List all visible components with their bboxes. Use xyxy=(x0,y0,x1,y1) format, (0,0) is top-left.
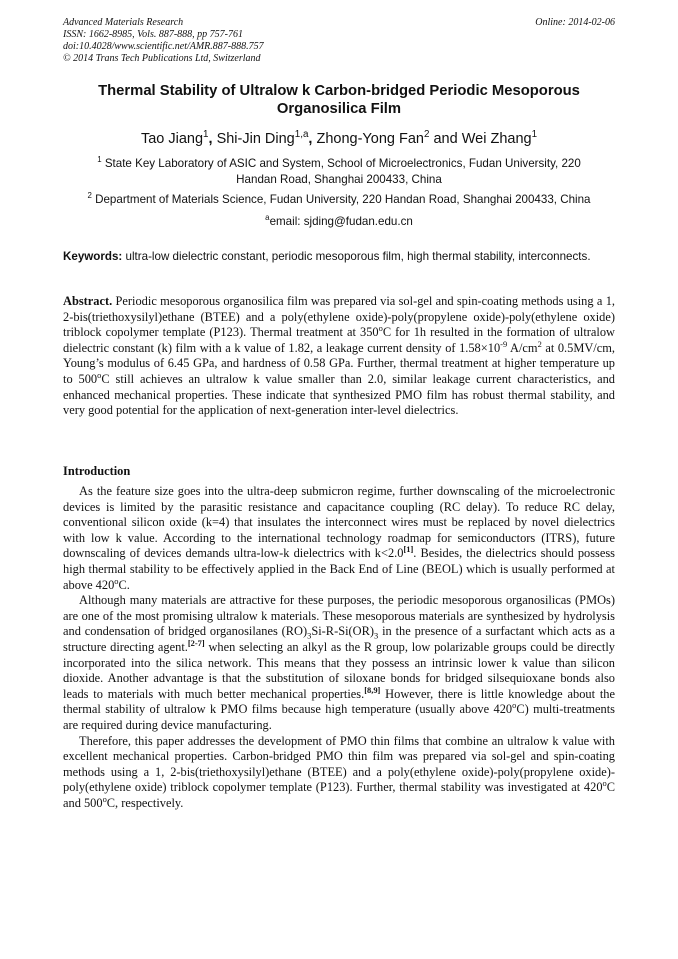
issn-line: ISSN: 1662-8985, Vols. 887-888, pp 757-761 xyxy=(63,29,243,40)
copyright-line: © 2014 Trans Tech Publications Ltd, Switzerland xyxy=(63,53,261,64)
introduction-heading: Introduction xyxy=(63,464,131,478)
citation: [1] xyxy=(403,544,414,555)
abstract-label: Abstract. xyxy=(63,294,113,308)
affiliation-number: 1 xyxy=(97,155,102,165)
introduction-body xyxy=(63,484,615,811)
contact-email xyxy=(63,214,615,230)
paper-title xyxy=(63,82,615,118)
online-date: Online: 2014-02-06 xyxy=(535,17,615,28)
keywords-section xyxy=(63,249,615,265)
citation: [8,9] xyxy=(364,684,381,695)
abstract-text: at 0.5MV/cm, Young’s modulus of 6.45 GPa, and hardness of 0.58 GPa. Further, thermal treatment at higher temperature up to 500 xyxy=(63,340,615,386)
author-separator: and xyxy=(429,131,462,147)
abstract-section xyxy=(63,294,615,419)
keywords-label: Keywords: xyxy=(63,250,123,263)
author-separator: , xyxy=(208,131,217,147)
citation: [2-7] xyxy=(187,637,205,648)
journal-name: Advanced Materials Research xyxy=(63,17,184,28)
author-name: Tao Jiang xyxy=(140,131,204,147)
email-text: email: sjding@fudan.edu.cn xyxy=(269,215,413,228)
paragraph: Although many materials are attractive for these purposes, the periodic mesoporous organosilicas (PMOs) are one of the most promising ultralow k materials. These mesoporous materials are synthesized by hydrolysis and condensation of bridged organosilanes $(RO)_3Si-R-Si(OR)_3$ in the presence of a surfactant which acts as a structure directing agent.[2-7] when selecting an alkyl as the R group, low polarizable groups could be directly incorporated into the silica network. This means that they possess an intrinsic lower k value than silicon dioxide. Another advantage is that the substitution of siloxane bonds for bridged silsequioxane bonds also leads to materials with much better mechanical properties.[8,9] However, there is little knowledge about the thermal stability of ultralow k PMO films because high temperature (usually above 420$^o$C) multi-treatments are required during device manufacturing. xyxy=(63,593,615,732)
title-line-1: Thermal Stability of Ultralow k Carbon-bridged Periodic Mesoporous xyxy=(98,83,580,99)
email-mark: a xyxy=(265,213,270,223)
title-line-2: Organosilica Film xyxy=(276,101,402,117)
author-affil-mark: 1 xyxy=(203,129,209,141)
affiliation-number: 2 xyxy=(87,191,92,201)
paragraph: Therefore, this paper addresses the development of PMO thin films that combine an ultralow k value with excellent mechanical properties. Carbon-bridged PMO thin film was prepared via sol-gel and spin-coating methods using a 1, 2-bis(triethoxysilyl)ethane (BTEE) and a poly(ethylene oxide)-poly(propylene oxide)-poly(ethylene oxide) triblock copolymer template (P123). Further, thermal stability was investigated at 420$^o$C and 500$^o$C, respectively. xyxy=(63,733,615,810)
author-name: Wei Zhang xyxy=(461,131,532,147)
superscript: o xyxy=(378,323,383,334)
author-list xyxy=(63,130,615,148)
superscript: 2 xyxy=(537,338,542,349)
author-affil-mark: 1,a xyxy=(294,129,309,141)
author-affil-mark: 2 xyxy=(423,129,430,141)
journal-header xyxy=(63,17,615,65)
affiliation-text: Handan Road, Shanghai 200433, China xyxy=(236,173,442,186)
author-name: Shi-Jin Ding xyxy=(216,131,295,147)
superscript: -9 xyxy=(500,338,508,349)
affiliation-text: State Key Laboratory of ASIC and System, School of Microelectronics, Fudan University, 220 xyxy=(104,157,581,170)
superscript: o xyxy=(97,369,102,380)
affiliation-2 xyxy=(63,192,615,208)
author-affil-mark: 1 xyxy=(531,129,538,141)
abstract-text: A/cm xyxy=(507,340,538,355)
affiliation-1 xyxy=(63,156,615,188)
abstract-text: Periodic mesoporous organosilica film was prepared via sol-gel and spin-coating methods using a 1, 2-bis(triethoxysilyl)ethane (BTEE) and a poly(ethylene oxide)-poly(propylene oxide)-poly(ethylene oxide) triblock copolymer template (P123). Thermal treatment at 350 xyxy=(63,294,615,340)
author-name: Zhong-Yong Fan xyxy=(316,131,424,147)
affiliation-text: Department of Materials Science, Fudan University, 220 Handan Road, Shanghai 200433, China xyxy=(95,193,591,206)
abstract-text: C for 1h resulted in the formation of ultralow dielectric constant (k) film with a k value of 1.82, a leakage current density of 1.58×10 xyxy=(63,325,616,355)
keywords-text: ultra-low dielectric constant, periodic mesoporous film, high thermal stability, interconnects. xyxy=(125,250,591,263)
author-separator: , xyxy=(308,131,317,147)
abstract-text: C still achieves an ultralow k value smaller than 2.0, similar leakage current characteristics, and enhanced mechanical properties. These indicate that synthesized PMO film has robust thermal stability, and very good potential for the application of next-generation inter-level dielectrics. xyxy=(63,371,615,418)
paragraph: As the feature size goes into the ultra-deep submicron regime, further downscaling of the microelectronic devices is limited by the parasitic resistance and capacitance coupling (RC delay). To reduce RC delay, conventional silicon oxide (k=4) that insulates the interconnect wires must be replaced by novel dielectrics with low k value. According to the international technology roadmap for semiconductors (ITRS), future downscaling of devices demands ultra-low-k dielectrics with k<2.0[1]. Besides, the dielectrics should possess high thermal stability to be effectively applied in the Back End of Line (BEOL) which is usually performed at above 420$^o$C. xyxy=(63,484,615,592)
doi-line: doi:10.4028/www.scientific.net/AMR.887-888.757 xyxy=(63,41,264,52)
